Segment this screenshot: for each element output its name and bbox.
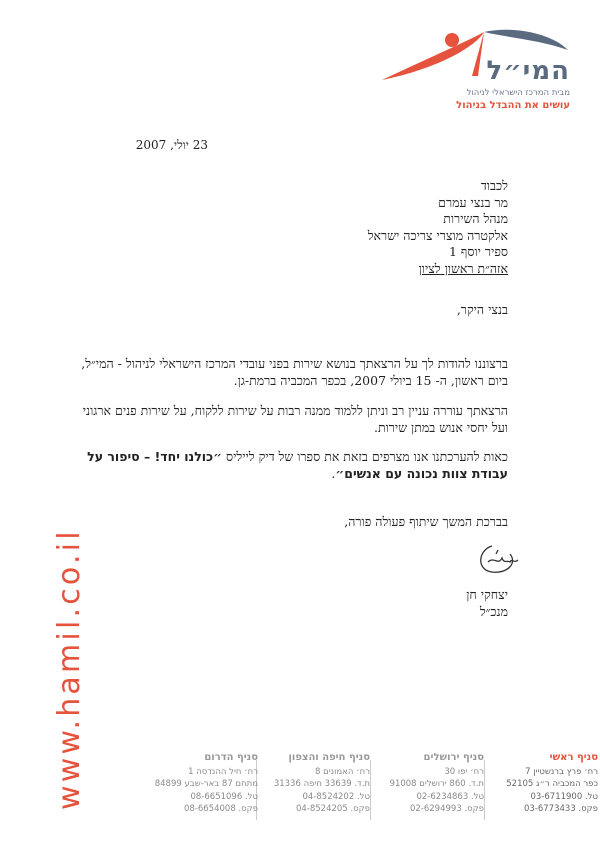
branch-line: טל. 04-8524202 <box>302 791 370 802</box>
branch-line: טל. 02-6234863 <box>416 791 484 802</box>
branch-line: רח׳ יפו 30 <box>444 766 484 777</box>
paragraph-thanks: ברצוננו להודות לך על הרצאתך בנושא שירות בפני עובדי המרכז הישראלי לניהול - המי״ל, ביום ראשון, ה- 15 ביולי 2007, בכפר המכביה ברמת-גן. <box>81 356 508 388</box>
branch-line: מתחם 87 באר-שבע 84899 <box>154 779 258 789</box>
branch-haifa <box>258 752 370 816</box>
book-title: ״כולנו יחד! – סיפור על עבודת צוות נכונה עם אנשים״ <box>87 449 508 481</box>
branch-line: רח׳ חיל ההנדסה 1 <box>188 766 258 777</box>
address-line: מר בנצי עמרם <box>438 194 508 210</box>
branch-line: רח׳ האמונים 8 <box>315 766 370 777</box>
greeting: בנצי היקר, <box>456 302 508 317</box>
website-url: www.hamil.co.il <box>52 528 87 810</box>
closing: בברכת המשך שיתוף פעולה פורה, <box>344 514 508 529</box>
branch-title: סניף הדרום <box>204 752 258 763</box>
logo-subtitle: מבית המרכז הישראלי לניהול <box>466 88 570 98</box>
branch-line: פקס. 08-6654008 <box>183 804 258 814</box>
signatory-name: יצחקי חן <box>466 587 508 602</box>
branch-line: טל. 03-6711900 <box>530 791 598 802</box>
address-line: ספיר יוסף 1 <box>448 244 508 259</box>
branch-line: ת.ד. 33639 חיפה 31336 <box>273 779 370 789</box>
address-line: אזה״ת ראשון לציון <box>418 260 508 276</box>
letter-date: 23 יולי, 2007 <box>135 138 208 152</box>
branch-title: סניף חיפה והצפון <box>288 752 370 763</box>
branch-line: פקס. 04-8524205 <box>295 804 370 814</box>
branch-title: סניף ראשי <box>549 752 598 763</box>
book-end: . <box>331 466 336 481</box>
branch-line: ת.ד. 860 ירושלים 91008 <box>389 779 484 789</box>
branch-south <box>146 752 258 816</box>
branch-divider <box>484 760 485 820</box>
branch-line: טל. 08-6651096 <box>190 791 258 802</box>
branch-title: סניף ירושלים <box>423 752 484 763</box>
address-line: לכבוד <box>480 178 508 193</box>
recipient-address <box>148 178 508 277</box>
handwritten-signature-icon <box>470 540 530 578</box>
signatory-title: מנכ״ל <box>479 604 508 619</box>
book-intro: כאות להערכתנו אנו מצרפים בזאת את ספרו של דיק לייליס <box>222 449 508 464</box>
address-line: אלקטרה מוצרי צריכה ישראל <box>367 227 508 243</box>
logo-name: המי״ל <box>486 56 570 86</box>
paragraph-lecture: הרצאתך עוררה עניין רב וניתן ללמוד ממנה רבות על שירות ללקוח, על שירות פנים ארגוני ועל יחסי אנוש במתן שירות. <box>82 403 508 435</box>
branch-line: רח׳ פרץ ברנשטיין 7 <box>525 766 598 777</box>
logo-tagline: עושים את ההבדל בניהול <box>456 100 570 111</box>
signatory <box>308 586 508 620</box>
branch-jerusalem <box>372 752 484 816</box>
signature-mark <box>470 540 530 578</box>
address-line: מנהל השירות <box>443 211 508 226</box>
branch-line: פקס. 03-6773433 <box>523 804 598 814</box>
branch-main <box>486 752 598 816</box>
branch-line: פקס. 02-6294993 <box>409 804 484 814</box>
paragraph-book <box>78 448 508 482</box>
branch-divider <box>370 760 371 820</box>
website-vertical <box>30 528 87 810</box>
branch-line: כפר המכביה ר״ג 52105 <box>506 779 598 789</box>
